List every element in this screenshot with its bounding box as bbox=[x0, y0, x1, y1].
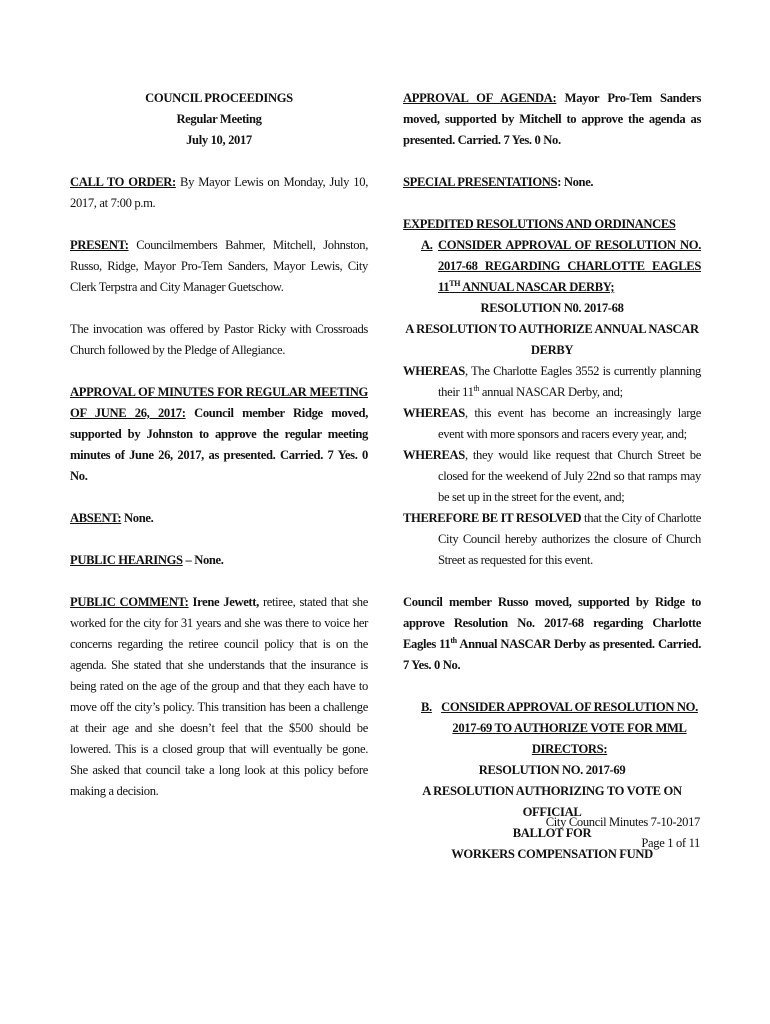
invocation-paragraph: The invocation was offered by Pastor Ricky with Crossroads Church followed by the Pledge of Allegiance. bbox=[70, 322, 368, 357]
minutes-approval-text: Council member Ridge moved, supported by Johnston to approve the regular meeting minutes of June 26, 2017, as presented. Carried. 7 Yes. 0 No. bbox=[70, 406, 368, 483]
resolution-b-number: RESOLUTION NO. 2017-69 bbox=[478, 763, 626, 777]
absent-text: None. bbox=[121, 511, 154, 525]
item-a-title-part2: ANNUAL NASCAR DERBY; bbox=[460, 280, 615, 294]
motion-a-sup: th bbox=[450, 635, 457, 645]
therefore-text: that the City of Charlotte City Council hereby authorizes the closure of Church Street as requested for this event. bbox=[438, 511, 701, 567]
public-comment-paragraph bbox=[70, 592, 368, 802]
item-b-title: CONSIDER APPROVAL OF RESOLUTION NO. 2017-69 TO AUTHORIZE VOTE FOR MML DIRECTORS: bbox=[441, 700, 698, 756]
whereas-3-label: WHEREAS bbox=[403, 448, 465, 462]
footer-page-number: Page 1 of 11 bbox=[641, 836, 700, 850]
meeting-date: July 10, 2017 bbox=[186, 133, 252, 147]
item-a bbox=[403, 235, 701, 298]
meeting-type: Regular Meeting bbox=[176, 112, 262, 126]
whereas-1-sup: th bbox=[473, 383, 480, 393]
present-text: Councilmembers Bahmer, Mitchell, Johnston, Russo, Ridge, Mayor Pro-Tem Sanders, Mayor Lewis, City Clerk Terpstra and City Manager Guetschow. bbox=[70, 238, 368, 294]
public-comment-text: retiree, stated that she worked for the city for 31 years and she was there to voice her concerns regarding the retiree council policy that is on the agenda. She stated that she understands that the insurance is being rated on the age of the group and that they each have to move off the city’s policy. This transition has been a challenge at their age and she doesn’t feel that the $500 should be lowered. This is a closed group that will eventually be gone. She asked that council take a long look at this policy before making a decision. bbox=[70, 595, 368, 798]
resolution-b-title-line3: WORKERS COMPENSATION FUND bbox=[451, 847, 653, 861]
agenda-approval-label: APPROVAL OF AGENDA: bbox=[403, 91, 557, 105]
present-paragraph bbox=[70, 235, 368, 298]
therefore-label: THEREFORE BE IT RESOLVED bbox=[403, 511, 582, 525]
whereas-1-text-b: annual NASCAR Derby, and; bbox=[479, 385, 623, 399]
footer-doc-name: City Council Minutes 7-10-2017 bbox=[545, 815, 700, 829]
right-column bbox=[403, 88, 701, 865]
resolution-b-title-line1: A RESOLUTION AUTHORIZING TO VOTE ON OFFICIAL bbox=[422, 784, 682, 819]
call-to-order-text: By Mayor Lewis on Monday, July 10, 2017, at 7:00 p.m. bbox=[70, 175, 368, 210]
motion-a-paragraph bbox=[403, 592, 701, 676]
whereas-3 bbox=[403, 445, 701, 508]
expedited-heading: EXPEDITED RESOLUTIONS AND ORDINANCES bbox=[403, 217, 676, 231]
resolution-a-number: RESOLUTION N0. 2017-68 bbox=[480, 301, 624, 315]
public-hearings-label: PUBLIC HEARINGS bbox=[70, 553, 183, 567]
special-presentations-label: SPECIAL PRESENTATIONS bbox=[403, 175, 558, 189]
absent-label: ABSENT: bbox=[70, 511, 122, 525]
public-comment-name: Irene Jewett, bbox=[188, 595, 259, 609]
item-b bbox=[403, 697, 701, 760]
present-label: PRESENT: bbox=[70, 238, 129, 252]
agenda-approval-text: Mayor Pro-Tem Sanders moved, supported by Mitchell to approve the agenda as presented. Carried. 7 Yes. 0 No. bbox=[403, 91, 701, 147]
public-hearings-paragraph bbox=[70, 550, 368, 571]
absent-paragraph bbox=[70, 508, 368, 529]
motion-a-text-1: Council member Russo moved, supported by Ridge to approve Resolution No. 2017-68 regarding Charlotte Eagles 11 bbox=[403, 595, 701, 651]
whereas-1 bbox=[403, 361, 701, 403]
public-comment-label: PUBLIC COMMENT: bbox=[70, 595, 189, 609]
item-b-letter: B. bbox=[421, 700, 432, 714]
minutes-approval-paragraph bbox=[70, 382, 368, 487]
resolution-a-title: A RESOLUTION TO AUTHORIZE ANNUAL NASCAR DERBY bbox=[405, 322, 699, 357]
motion-a-text-2: Annual NASCAR Derby as presented. Carried. 7 Yes. 0 No. bbox=[403, 637, 701, 672]
special-presentations-paragraph bbox=[403, 172, 701, 193]
resolution-b-title-line2: BALLOT FOR bbox=[512, 826, 592, 840]
item-a-title bbox=[438, 235, 701, 298]
item-a-title-part1: CONSIDER APPROVAL OF RESOLUTION NO. 2017-68 REGARDING CHARLOTTE EAGLES 11 bbox=[438, 238, 701, 294]
whereas-2-text: , this event has become an increasingly large event with more sponsors and racers every year, and; bbox=[438, 406, 701, 441]
whereas-2 bbox=[403, 403, 701, 445]
agenda-approval-paragraph bbox=[403, 88, 701, 151]
therefore-resolved bbox=[403, 508, 701, 571]
page-footer bbox=[546, 812, 700, 854]
whereas-1-text-a: , The Charlotte Eagles 3552 is currently planning their 11 bbox=[438, 364, 701, 399]
whereas-3-text: , they would like request that Church Street be closed for the weekend of July 22nd so that ramps may be set up in the street for the event, and; bbox=[438, 448, 701, 504]
public-hearings-text: – None. bbox=[182, 553, 224, 567]
document-title: COUNCIL PROCEEDINGS bbox=[145, 91, 293, 105]
left-column bbox=[70, 88, 368, 802]
item-a-title-sup: TH bbox=[449, 278, 461, 288]
special-presentations-text: : None. bbox=[557, 175, 594, 189]
whereas-2-label: WHEREAS bbox=[403, 406, 465, 420]
call-to-order-paragraph bbox=[70, 172, 368, 214]
item-a-letter: A. bbox=[421, 238, 433, 252]
minutes-approval-label: APPROVAL OF MINUTES FOR REGULAR MEETING OF JUNE 26, 2017: bbox=[70, 385, 368, 420]
call-to-order-label: CALL TO ORDER: bbox=[70, 175, 176, 189]
whereas-1-label: WHEREAS bbox=[403, 364, 465, 378]
